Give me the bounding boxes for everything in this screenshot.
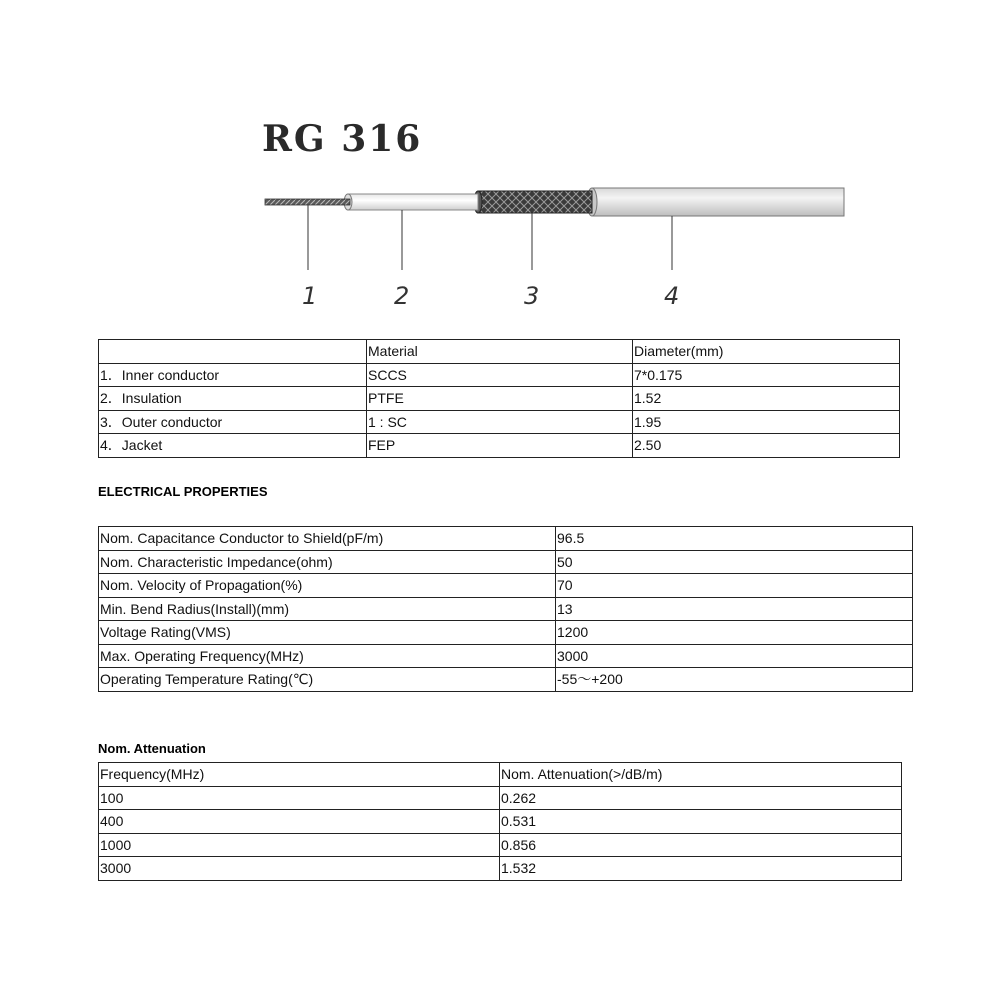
table-row — [99, 434, 900, 458]
table-row — [99, 410, 900, 434]
inner-conductor-segment — [265, 199, 350, 205]
part-label-1: 1 — [302, 282, 318, 310]
attenuation-value: 0.262 — [500, 786, 902, 810]
component-material: FEP — [367, 434, 633, 458]
frequency-value: 3000 — [99, 857, 500, 881]
component-diameter: 1.52 — [633, 387, 900, 411]
electrical-properties-table — [98, 526, 913, 692]
header-cell: Diameter(mm) — [633, 340, 900, 364]
table-row — [99, 621, 913, 645]
table-row — [99, 387, 900, 411]
property-value: 96.5 — [556, 527, 913, 551]
property-value: 1200 — [556, 621, 913, 645]
header-cell: Material — [367, 340, 633, 364]
electrical-properties-heading: ELECTRICAL PROPERTIES — [98, 484, 268, 499]
components-table — [98, 339, 900, 458]
property-value: 50 — [556, 550, 913, 574]
property-value: -55～+200 — [556, 668, 913, 692]
header-cell: Nom. Attenuation(>/dB/m) — [500, 763, 902, 787]
property-name: Voltage Rating(VMS) — [99, 621, 556, 645]
outer-conductor-segment — [474, 191, 592, 213]
property-name: Min. Bend Radius(Install)(mm) — [99, 597, 556, 621]
attenuation-value: 0.856 — [500, 833, 902, 857]
frequency-value: 100 — [99, 786, 500, 810]
component-name: 2．Insulation — [99, 387, 367, 411]
property-name: Nom. Velocity of Propagation(%) — [99, 574, 556, 598]
property-name: Nom. Characteristic Impedance(ohm) — [99, 550, 556, 574]
cable-cross-section-diagram — [0, 170, 1000, 320]
table-row — [99, 833, 902, 857]
insulation-segment — [344, 194, 478, 210]
header-cell: Frequency(MHz) — [99, 763, 500, 787]
table-row — [99, 363, 900, 387]
part-label-3: 3 — [524, 282, 540, 310]
table-header-row — [99, 763, 902, 787]
attenuation-heading: Nom. Attenuation — [98, 741, 206, 756]
part-label-2: 2 — [394, 282, 410, 310]
table-row — [99, 574, 913, 598]
component-diameter: 7*0.175 — [633, 363, 900, 387]
attenuation-table — [98, 762, 902, 881]
part-label-4: 4 — [664, 282, 680, 310]
property-name: Max. Operating Frequency(MHz) — [99, 644, 556, 668]
property-value: 3000 — [556, 644, 913, 668]
component-name: 1．Inner conductor — [99, 363, 367, 387]
table-header-row — [99, 340, 900, 364]
component-material: SCCS — [367, 363, 633, 387]
property-value: 13 — [556, 597, 913, 621]
property-value: 70 — [556, 574, 913, 598]
component-diameter: 1.95 — [633, 410, 900, 434]
component-name: 4．Jacket — [99, 434, 367, 458]
attenuation-value: 0.531 — [500, 810, 902, 834]
frequency-value: 1000 — [99, 833, 500, 857]
attenuation-value: 1.532 — [500, 857, 902, 881]
jacket-segment — [587, 188, 844, 216]
table-row — [99, 644, 913, 668]
frequency-value: 400 — [99, 810, 500, 834]
product-title: RG 316 — [262, 118, 423, 160]
table-row — [99, 786, 902, 810]
component-material: 1 : SC — [367, 410, 633, 434]
table-row — [99, 810, 902, 834]
property-name: Nom. Capacitance Conductor to Shield(pF/m) — [99, 527, 556, 551]
table-row — [99, 857, 902, 881]
table-row — [99, 668, 913, 692]
header-cell — [99, 340, 367, 364]
component-material: PTFE — [367, 387, 633, 411]
table-row — [99, 550, 913, 574]
table-row — [99, 597, 913, 621]
property-name: Operating Temperature Rating(℃) — [99, 668, 556, 692]
component-diameter: 2.50 — [633, 434, 900, 458]
table-row — [99, 527, 913, 551]
component-name: 3．Outer conductor — [99, 410, 367, 434]
